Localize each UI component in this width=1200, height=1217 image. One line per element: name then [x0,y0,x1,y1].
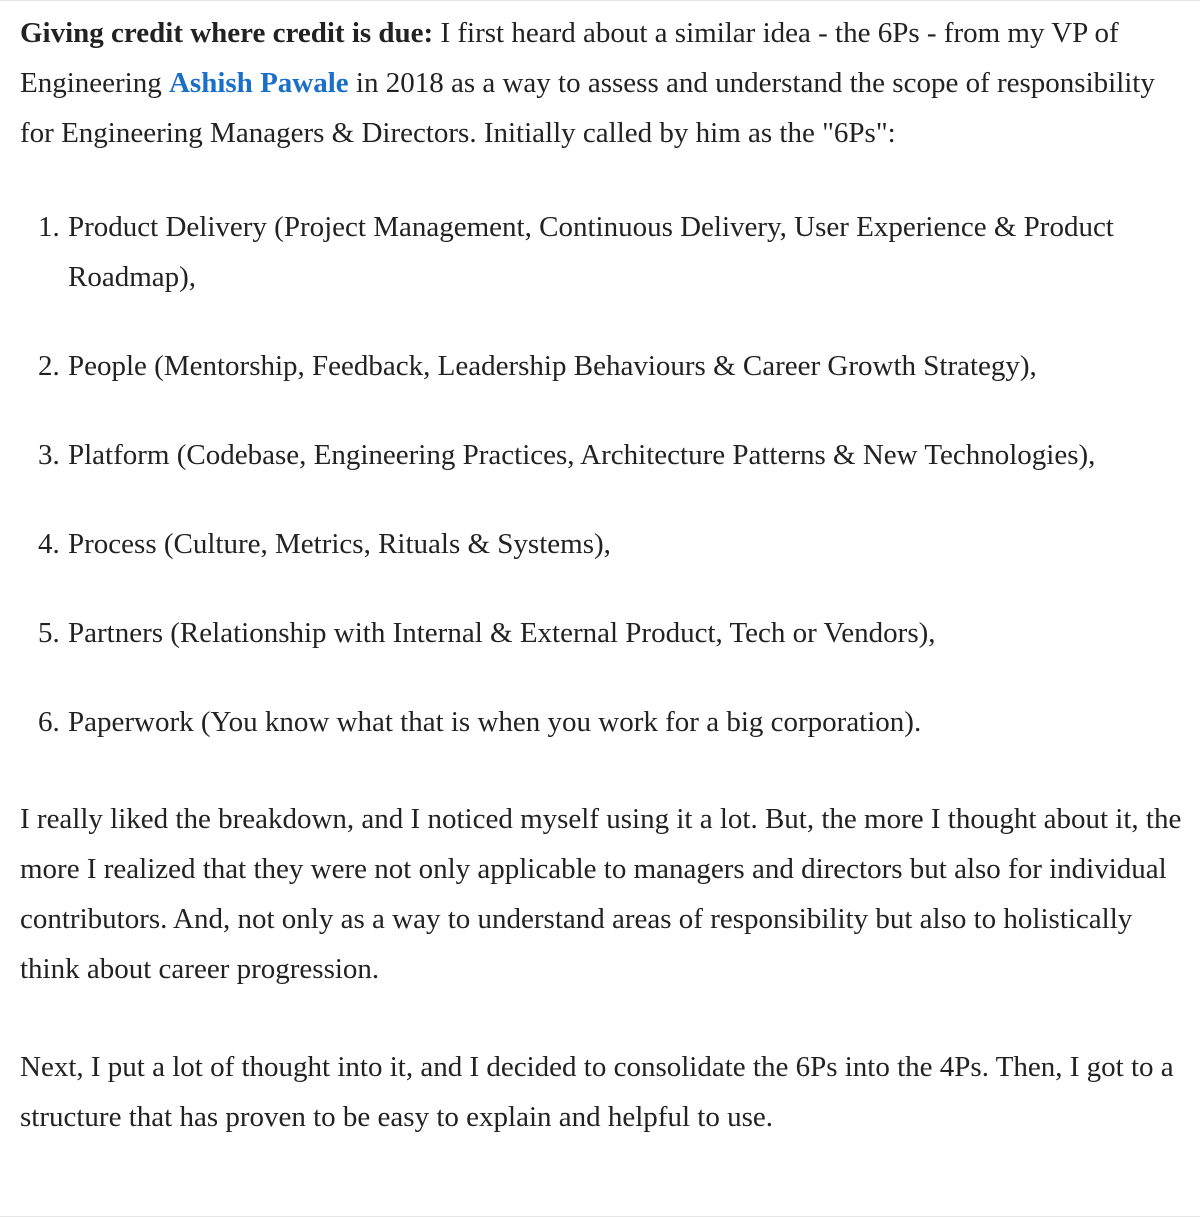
consolidation-paragraph: Next, I put a lot of thought into it, and I decided to consolidate the 6Ps into the 4Ps. Then, I got to a structure that has proven to be easy to explain and helpful to use. [20,1051,1174,1133]
list-item-number: 4. [38,528,60,560]
list-item [20,608,1190,658]
intro-text-after-link: in 2018 as a way to assess and understand the scope of responsibility for Engineering Managers & Directors. Initially called by him as the "6Ps": [20,67,1155,149]
list-item-text: Paperwork (You know what that is when you work for a big corporation). [68,706,922,738]
breakdown-paragraph: I really liked the breakdown, and I noticed myself using it a lot. But, the more I thought about it, the more I realized that they were not only applicable to managers and directors but also for individual contributors. And, not only as a way to understand areas of responsibility but also to holistically think about career progression. [20,803,1182,985]
list-item-number: 5. [38,617,60,649]
list-item-text: Partners (Relationship with Internal & External Product, Tech or Vendors), [68,617,936,649]
list-item [20,430,1190,480]
list-item-text: Product Delivery (Project Management, Continuous Delivery, User Experience & Product Roadmap), [68,211,1114,293]
intro-lead-bold: Giving credit where credit is due: [20,17,434,49]
intro-text-before-link: I first heard about a similar idea - the 6Ps - from my VP of Engineering [20,17,1119,99]
list-item-number: 3. [38,439,60,471]
six-ps-list [20,202,1190,747]
list-item-number: 2. [38,350,60,382]
list-item [20,202,1190,302]
list-item-text: Process (Culture, Metrics, Rituals & Systems), [68,528,611,560]
list-item [20,519,1190,569]
list-item-text: People (Mentorship, Feedback, Leadership Behaviours & Career Growth Strategy), [68,350,1037,382]
intro-paragraph [20,8,1190,158]
list-item-number: 1. [38,211,60,243]
ashish-pawale-link[interactable]: Ashish Pawale [168,67,349,99]
list-item-number: 6. [38,706,60,738]
list-item [20,341,1190,391]
article-body [20,8,1190,1142]
list-item [20,697,1190,747]
list-item-text: Platform (Codebase, Engineering Practices, Architecture Patterns & New Technologies), [68,439,1096,471]
